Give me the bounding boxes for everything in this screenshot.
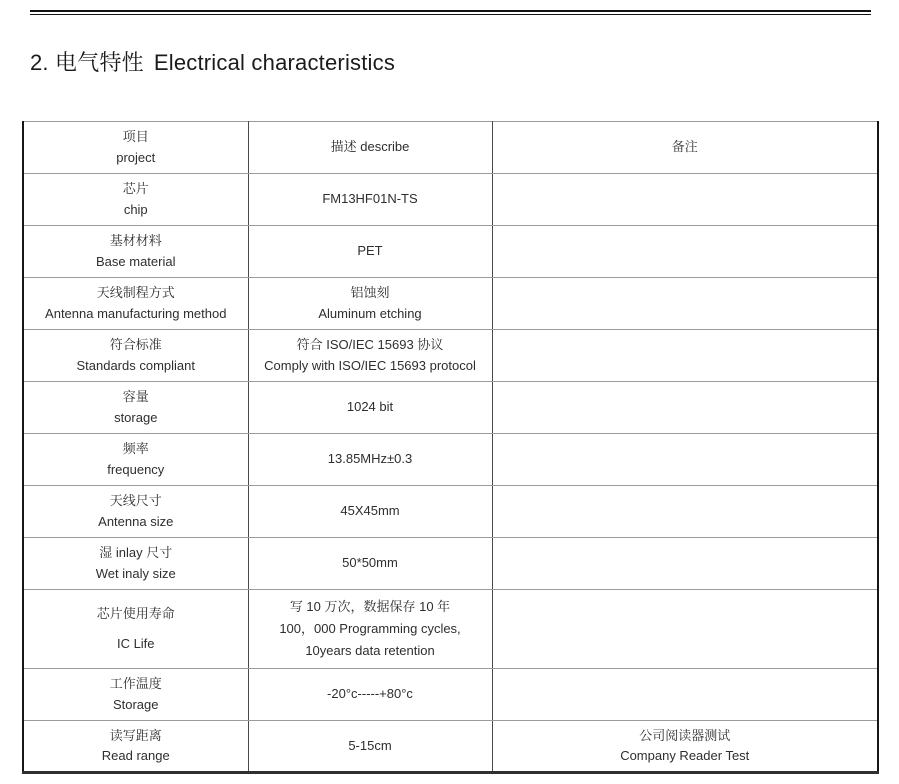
describe-cell: [248, 538, 492, 590]
describe-cell: [248, 382, 492, 434]
page-title: [30, 46, 395, 77]
cell-line: 读写距离: [109, 727, 162, 743]
item-cell: [23, 434, 248, 486]
table-row: [23, 721, 878, 773]
describe-cell: [248, 226, 492, 278]
describe-cell: [248, 278, 492, 330]
remark-cell: [492, 174, 878, 226]
remark-cell: [492, 669, 878, 721]
item-cell: [23, 590, 248, 669]
item-cell: [23, 330, 248, 382]
cell-line: 工作温度: [109, 676, 162, 691]
cell-line: 铝蚀刻: [350, 285, 390, 300]
remark-cell: [492, 538, 878, 590]
item-cell: [23, 538, 248, 590]
describe-cell: [248, 721, 492, 773]
table-row: [23, 226, 878, 278]
remark-cell: [492, 590, 878, 669]
rule-thin-line: [30, 14, 871, 15]
describe-cell: [248, 590, 492, 669]
header-project-en: project: [116, 149, 156, 165]
cell-line: FM13HF01N-TS: [322, 191, 418, 207]
cell-line: 芯片: [122, 181, 149, 196]
cell-line: 13.85MHz±0.3: [327, 451, 413, 467]
cell-line: Read range: [101, 748, 170, 764]
cell-line: Antenna manufacturing method: [45, 305, 227, 321]
describe-cell: [248, 434, 492, 486]
cell-line: 芯片使用寿命: [96, 606, 175, 621]
header-project-cell: [23, 122, 248, 174]
cell-line: 天线制程方式: [96, 285, 175, 300]
cell-line: 1024 bit: [346, 399, 394, 415]
table-row: [23, 669, 878, 721]
header-project-zh: 项目: [122, 129, 149, 144]
cell-line: Wet inaly size: [95, 565, 176, 581]
remark-cell: [492, 330, 878, 382]
table-row: [23, 174, 878, 226]
item-cell: [23, 278, 248, 330]
remark-cell: [492, 278, 878, 330]
table-row: [23, 278, 878, 330]
page-title-zh: 2. 电气特性: [30, 49, 144, 75]
describe-cell: [248, 486, 492, 538]
describe-cell: [248, 330, 492, 382]
remark-cell: [492, 382, 878, 434]
cell-line: PET: [357, 243, 383, 259]
cell-line: 100，000 Programming cycles,: [279, 620, 461, 636]
cell-line: Standards compliant: [76, 357, 195, 373]
table-row: [23, 486, 878, 538]
item-cell: [23, 486, 248, 538]
item-cell: [23, 174, 248, 226]
table-row: [23, 382, 878, 434]
cell-line: 10years data retention: [305, 643, 435, 659]
cell-line: IC Life: [116, 635, 155, 651]
cell-line: Base material: [96, 253, 176, 269]
table-header-row: [23, 122, 878, 174]
cell-line: 天线尺寸: [109, 493, 162, 508]
item-cell: [23, 669, 248, 721]
cell-line: 符合标准: [109, 337, 162, 352]
cell-line: Comply with ISO/IEC 15693 protocol: [264, 357, 476, 373]
header-describe-label: 描述 describe: [330, 139, 410, 155]
cell-line: chip: [123, 201, 148, 217]
table-row: [23, 434, 878, 486]
cell-line: Company Reader Test: [620, 748, 750, 764]
table-row: [23, 590, 878, 669]
table-row: [23, 538, 878, 590]
cell-line: 写 10 万次，数据保存 10 年: [289, 598, 451, 614]
describe-cell: [248, 669, 492, 721]
cell-line: 湿 inlay 尺寸: [99, 545, 173, 560]
cell-line: 5-15cm: [348, 737, 392, 753]
cell-line: 符合 ISO/IEC 15693 协议: [296, 337, 444, 352]
item-cell: [23, 721, 248, 773]
cell-line: 45X45mm: [340, 503, 400, 519]
cell-line: 50*50mm: [342, 555, 398, 571]
cell-line: storage: [114, 409, 158, 425]
table-row: [23, 330, 878, 382]
cell-line: frequency: [107, 461, 165, 477]
remark-cell: [492, 434, 878, 486]
cell-line: -20°c-----+80°c: [327, 686, 413, 702]
electrical-characteristics-table: [22, 121, 879, 774]
remark-cell: [492, 486, 878, 538]
cell-line: Storage: [112, 696, 159, 712]
cell-line: Aluminum etching: [318, 305, 422, 321]
cell-line: 频率: [122, 441, 149, 456]
header-remark-cell: [492, 122, 878, 174]
table-head: [23, 122, 878, 174]
describe-cell: [248, 174, 492, 226]
header-describe-cell: [248, 122, 492, 174]
cell-line: 容量: [122, 389, 149, 404]
page-title-en: Electrical characteristics: [153, 49, 396, 75]
item-cell: [23, 382, 248, 434]
header-remark-label: 备注: [671, 139, 698, 155]
cell-line: Antenna size: [98, 513, 174, 529]
double-rule: [30, 10, 871, 15]
table-body: [23, 174, 878, 773]
remark-cell: [492, 721, 878, 773]
cell-line: 公司阅读器测试: [639, 727, 731, 743]
remark-cell: [492, 226, 878, 278]
cell-line: 基材材料: [109, 233, 162, 248]
item-cell: [23, 226, 248, 278]
